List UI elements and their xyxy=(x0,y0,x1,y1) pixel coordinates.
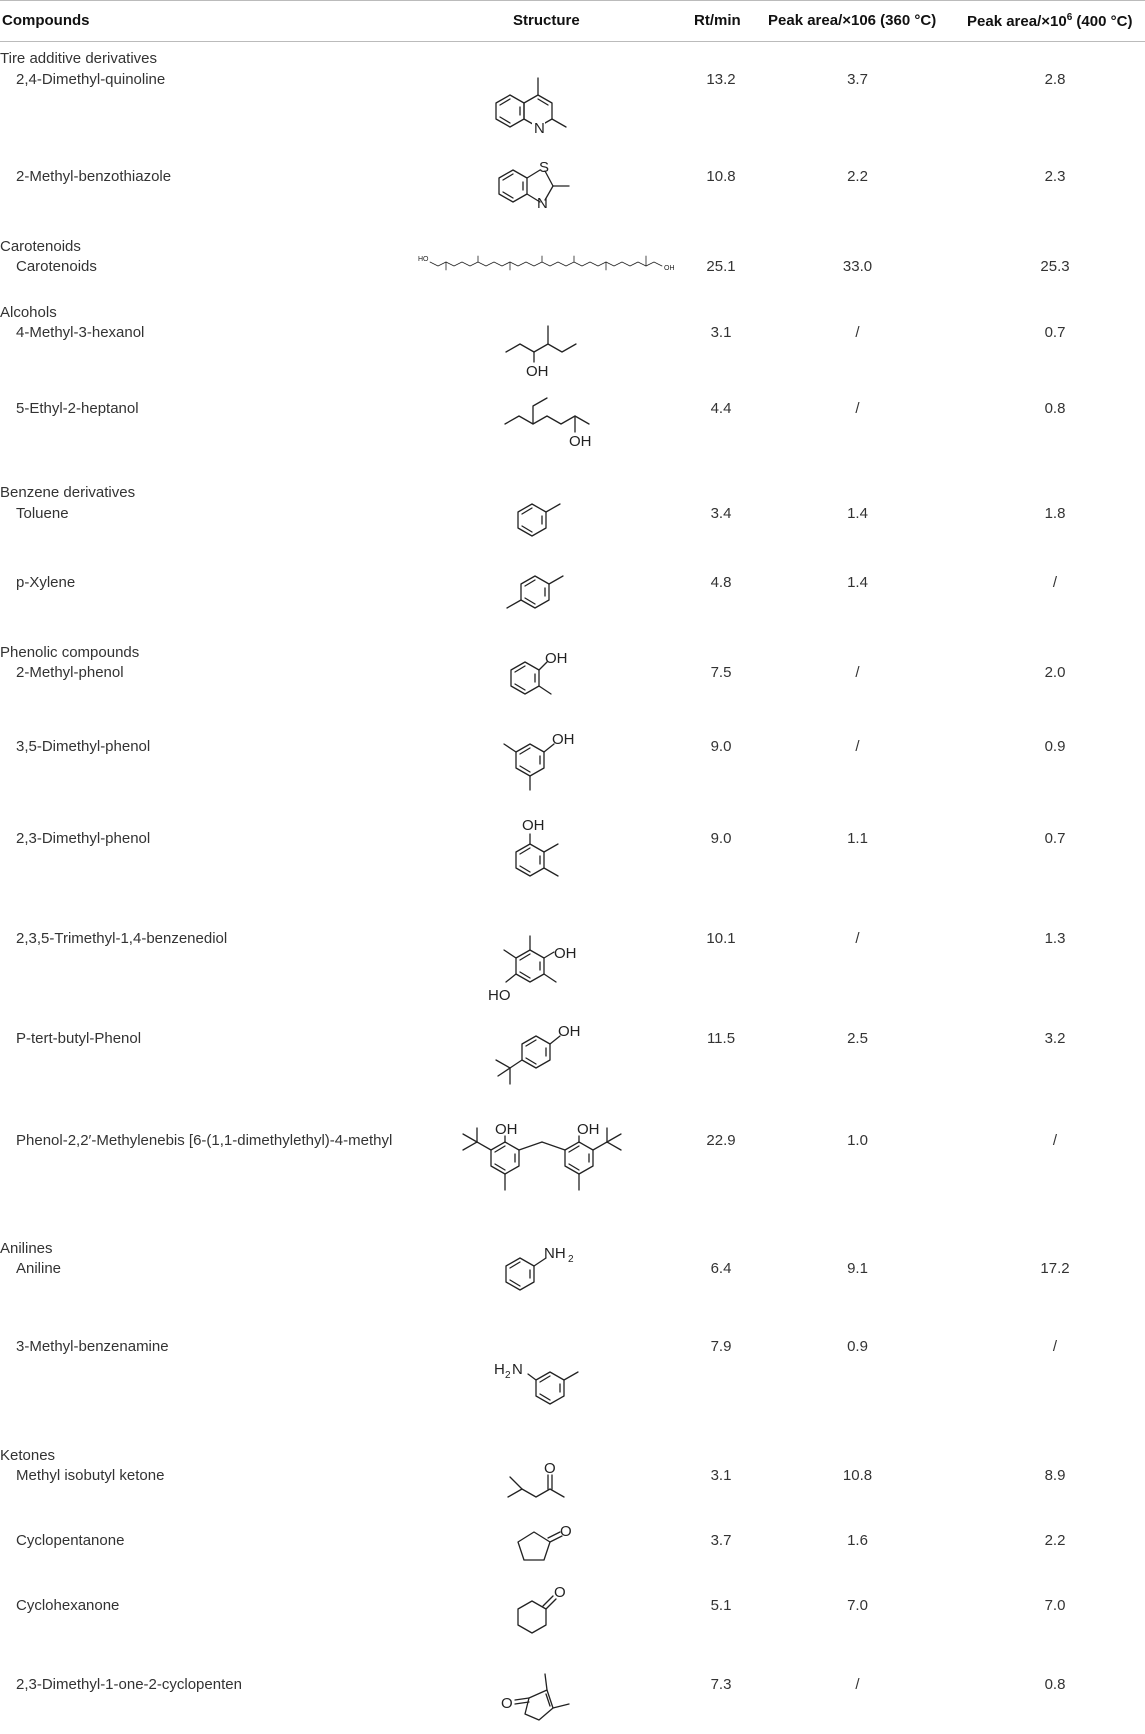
23-dimethylphenol-structure-icon xyxy=(508,818,598,898)
rt-value: 6.4 xyxy=(710,1260,732,1277)
toluene-structure-icon xyxy=(510,496,590,546)
category-label: Benzene derivatives xyxy=(0,484,136,501)
compound-name: Cyclohexanone xyxy=(16,1597,120,1614)
compound-name: 5-Ethyl-2-heptanol xyxy=(16,400,139,417)
compound-name: Phenol-2,2′-Methylenebis [6-(1,1-dimethylethyl)-4-methyl xyxy=(16,1132,393,1149)
compound-name: Aniline xyxy=(16,1260,62,1277)
table-header xyxy=(0,0,1145,42)
peak400-value: 0.8 xyxy=(1044,1676,1066,1693)
peak360-value: 7.0 xyxy=(847,1597,868,1614)
compound-name: Toluene xyxy=(16,505,69,522)
methylenebisphenol-structure-icon xyxy=(455,1120,645,1225)
svg-text:OH: OH xyxy=(545,650,568,667)
compound-name: Carotenoids xyxy=(16,258,97,275)
compound-name: 4-Methyl-3-hexanol xyxy=(16,324,145,341)
compound-name: p-Xylene xyxy=(16,574,76,591)
rt-value: 3.1 xyxy=(710,1467,732,1484)
svg-text:N: N xyxy=(512,1361,523,1378)
header-peak-360: Peak area/×106 (360 °C) xyxy=(768,12,937,29)
peak400-value: / xyxy=(1052,574,1058,591)
peak360-value: / xyxy=(855,664,860,681)
methylbenzenamine-structure-icon xyxy=(492,1352,612,1422)
rt-value: 7.3 xyxy=(710,1676,732,1693)
xylene-structure-icon xyxy=(505,564,595,619)
compound-name: 2,3-Dimethyl-phenol xyxy=(16,830,151,847)
category-label: Ketones xyxy=(0,1447,56,1464)
peak360-value: / xyxy=(855,738,860,755)
compound-name: 3,5-Dimethyl-phenol xyxy=(16,738,151,755)
peak400-value: 0.7 xyxy=(1044,830,1066,847)
rt-value: 9.0 xyxy=(710,738,732,755)
svg-text:OH: OH xyxy=(552,731,575,748)
peak360-value: 1.0 xyxy=(847,1132,868,1149)
peak360-value: 33.0 xyxy=(842,258,873,275)
peak360-value: / xyxy=(855,1676,860,1693)
compound-name: 2,3-Dimethyl-1-one-2-cyclopenten xyxy=(16,1676,242,1693)
peak360-value: 1.6 xyxy=(847,1532,868,1549)
peak400-value: 2.2 xyxy=(1044,1532,1066,1549)
compound-name: P-tert-butyl-Phenol xyxy=(16,1030,142,1047)
svg-text:HO: HO xyxy=(418,256,429,263)
rt-value: 4.8 xyxy=(710,574,732,591)
svg-text:O: O xyxy=(560,1523,572,1540)
mibk-structure-icon xyxy=(498,1459,598,1509)
svg-text:S: S xyxy=(539,159,550,176)
peak400-value: 1.3 xyxy=(1044,930,1066,947)
cyclopentanone-structure-icon xyxy=(510,1518,590,1578)
peak400-value: 8.9 xyxy=(1044,1467,1066,1484)
category-label: Anilines xyxy=(0,1240,53,1257)
peak360-value: / xyxy=(855,930,860,947)
header-structure: Structure xyxy=(513,12,580,29)
header-compounds: Compounds xyxy=(2,12,90,29)
category-label: Phenolic compounds xyxy=(0,644,140,661)
category-label: Carotenoids xyxy=(0,238,81,255)
quinoline-structure-icon xyxy=(490,60,610,140)
svg-text:OH: OH xyxy=(495,1121,518,1138)
compound-name: 2,4-Dimethyl-quinoline xyxy=(16,71,166,88)
peak360-value: 1.4 xyxy=(847,574,868,591)
peak360-value: 0.9 xyxy=(847,1338,868,1355)
peak360-value: 10.8 xyxy=(842,1467,873,1484)
peak400-value: 2.8 xyxy=(1044,71,1066,88)
compound-name: 2-Methyl-phenol xyxy=(16,664,124,681)
rt-value: 11.5 xyxy=(706,1030,736,1047)
peak360-value: / xyxy=(855,324,860,341)
rt-value: 25.1 xyxy=(706,258,736,275)
peak400-value: 1.8 xyxy=(1044,505,1066,522)
svg-text:OH: OH xyxy=(554,945,577,962)
svg-text:OH: OH xyxy=(526,363,549,380)
aniline-structure-icon xyxy=(500,1244,600,1304)
benzothiazole-structure-icon xyxy=(495,157,605,217)
peak360-value: 1.1 xyxy=(847,830,868,847)
ethylheptanol-structure-icon xyxy=(495,392,605,462)
methylhexanol-structure-icon xyxy=(498,312,598,382)
rt-value: 3.7 xyxy=(710,1532,732,1549)
rt-value: 5.1 xyxy=(710,1597,732,1614)
peak400-value: 2.0 xyxy=(1044,664,1066,681)
rt-value: 9.0 xyxy=(710,830,732,847)
peak400-value: / xyxy=(1052,1132,1058,1149)
svg-text:O: O xyxy=(501,1695,513,1712)
compound-name: 2,3,5-Trimethyl-1,4-benzenediol xyxy=(16,930,228,947)
rt-value: 3.1 xyxy=(710,324,732,341)
methylphenol-structure-icon xyxy=(505,648,605,708)
rt-value: 4.4 xyxy=(710,400,732,417)
svg-text:NH: NH xyxy=(544,1245,566,1262)
svg-text:N: N xyxy=(537,195,548,212)
svg-text:OH: OH xyxy=(577,1121,600,1138)
cyclohexanone-structure-icon xyxy=(510,1585,590,1645)
peak400-value: 7.0 xyxy=(1044,1597,1066,1614)
svg-text:O: O xyxy=(554,1584,566,1601)
peak360-value: 9.1 xyxy=(847,1260,868,1277)
carotenoid-chain-structure-icon xyxy=(418,248,678,278)
peak400-value: 0.7 xyxy=(1044,324,1066,341)
peak400-value: 0.8 xyxy=(1044,400,1066,417)
svg-text:N: N xyxy=(534,120,545,137)
peak360-value: 1.4 xyxy=(847,505,868,522)
peak400-value: 2.3 xyxy=(1044,168,1066,185)
compound-name: 2-Methyl-benzothiazole xyxy=(16,168,172,185)
rt-value: 7.9 xyxy=(710,1338,732,1355)
compound-name: 3-Methyl-benzenamine xyxy=(16,1338,169,1355)
rt-value: 7.5 xyxy=(710,664,732,681)
peak400-value: 0.9 xyxy=(1044,738,1066,755)
svg-text:2: 2 xyxy=(505,1370,511,1381)
compound-name: Methyl isobutyl ketone xyxy=(16,1467,165,1484)
svg-text:OH: OH xyxy=(522,817,545,834)
compound-name: Cyclopentanone xyxy=(16,1532,125,1549)
rt-value: 3.4 xyxy=(710,505,732,522)
svg-text:OH: OH xyxy=(569,433,592,450)
header-peak-400: Peak area/$\times 10^6$ (400 °C) xyxy=(967,12,1133,30)
rt-value: 10.1 xyxy=(706,930,736,947)
peak400-value: 3.2 xyxy=(1044,1030,1066,1047)
dimethylcyclopentenone-structure-icon xyxy=(495,1660,605,1728)
peak400-value: 25.3 xyxy=(1040,258,1070,275)
svg-text:O: O xyxy=(544,1460,556,1477)
svg-text:H: H xyxy=(494,1361,505,1378)
category-label: Tire additive derivatives xyxy=(0,50,158,67)
trimethylbenzenediol-structure-icon xyxy=(486,920,616,1010)
peak360-value: 3.7 xyxy=(847,71,868,88)
rt-value: 22.9 xyxy=(706,1132,736,1149)
rt-value: 10.8 xyxy=(706,168,736,185)
35-dimethylphenol-structure-icon xyxy=(496,722,606,802)
category-label: Alcohols xyxy=(0,304,57,321)
header-rt: Rt/min xyxy=(694,12,741,29)
peak360-value: 2.5 xyxy=(847,1030,868,1047)
svg-text:OH: OH xyxy=(664,265,675,272)
peak400-value: / xyxy=(1052,1338,1058,1355)
svg-text:HO: HO xyxy=(488,987,511,1004)
peak360-value: 2.2 xyxy=(847,168,868,185)
tertbutylphenol-structure-icon xyxy=(480,1014,610,1104)
rt-value: 13.2 xyxy=(706,71,736,88)
peak360-value: / xyxy=(855,400,860,417)
svg-text:OH: OH xyxy=(558,1023,581,1040)
svg-text:2: 2 xyxy=(568,1254,574,1265)
peak400-value: 17.2 xyxy=(1040,1260,1070,1277)
